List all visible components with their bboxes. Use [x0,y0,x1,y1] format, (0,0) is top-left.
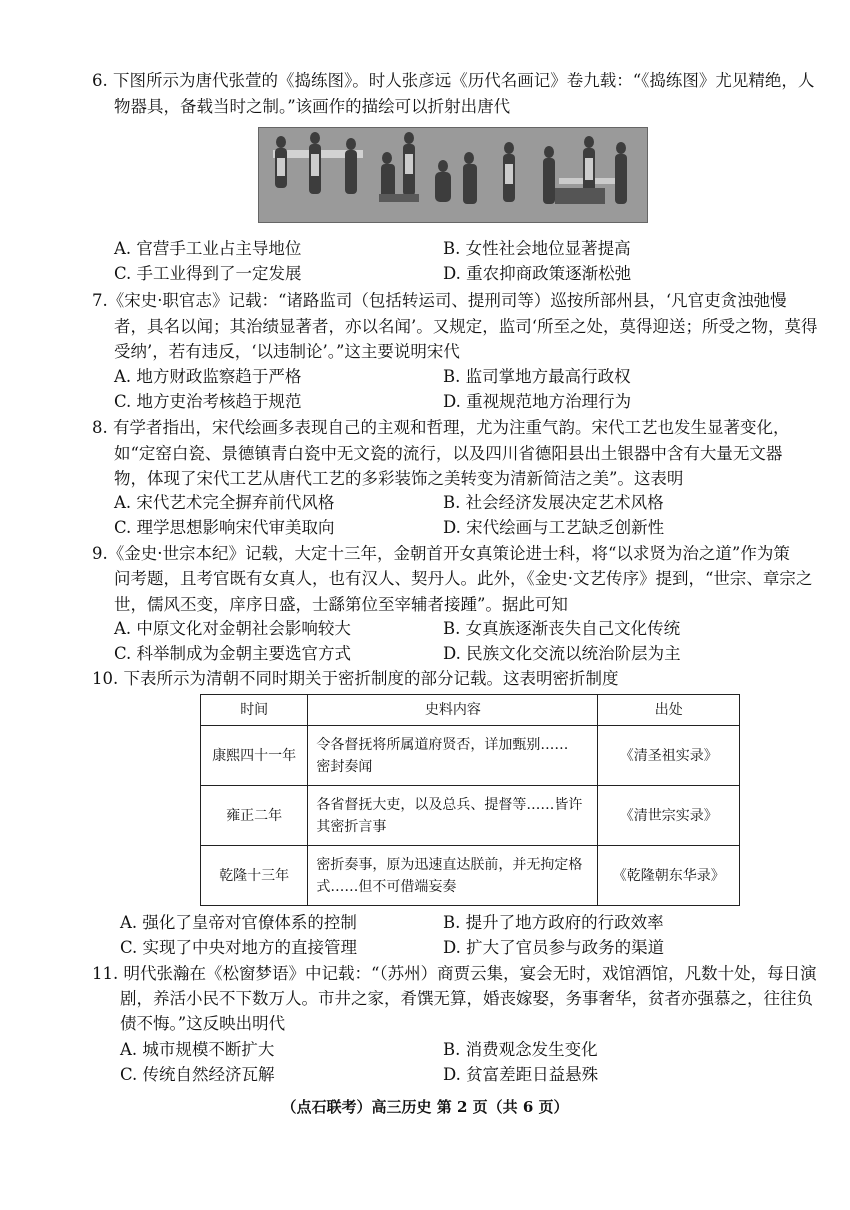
daolian-painting-image [258,127,648,223]
q6-option-a[interactable]: A. 官营手工业占主导地位 [114,239,302,258]
table-cell-content: 各省督抚大吏，以及总兵、提督等……皆许 其密折言事 [308,786,598,846]
q6-option-b[interactable]: B. 女性社会地位显著提高 [443,239,631,258]
q10-option-b[interactable]: B. 提升了地方政府的行政效率 [443,913,664,932]
q8-option-d[interactable]: D. 宋代绘画与工艺缺乏创新性 [443,518,665,537]
secret-memorial-table [200,694,740,906]
table-header-source: 出处 [598,695,740,726]
table-cell-content: 密折奏事，原为迅速直达朕前，并无拘定格 式……但不可借端妄奏 [308,846,598,906]
q11-option-b[interactable]: B. 消费观念发生变化 [443,1040,598,1059]
q9-option-a[interactable]: A. 中原文化对金朝社会影响较大 [114,619,351,638]
q7-stem-line-3: 受纳’，若有违反，‘以违制论’。”这主要说明宋代 [114,342,460,361]
table-row [201,726,740,786]
table-row [201,846,740,906]
q7-option-d[interactable]: D. 重视规范地方治理行为 [443,392,632,411]
q11-stem-line-2: 剧，养活小民不下数万人。市井之家，肴馔无算，婚丧嫁娶，务事奢华，贫者亦强慕之，往往负 [120,989,813,1008]
table-row [201,786,740,846]
q9-option-c[interactable]: C. 科举制成为金朝主要选官方式 [114,644,352,663]
q9-stem-line-2: 问考题，且考官既有女真人，也有汉人、契丹人。此外，《金史·文艺传序》提到，“世宗、章宗之 [114,569,813,588]
painting-figures-icon [259,128,647,222]
q11-option-c[interactable]: C. 传统自然经济瓦解 [120,1065,275,1084]
q11-stem-line-1: 11. 明代张瀚在《松窗梦语》中记载：“（苏州）商贾云集，宴会无时，戏馆酒馆，凡数十处，每日演 [92,964,817,983]
table-header-row [201,695,740,726]
table-cell-source: 《清圣祖实录》 [598,726,740,786]
q10-option-c[interactable]: C. 实现了中央对地方的直接管理 [120,938,358,957]
q9-option-d[interactable]: D. 民族文化交流以统治阶层为主 [443,644,681,663]
table-cell-time: 康熙四十一年 [201,726,308,786]
q8-stem-line-3: 物，体现了宋代工艺从唐代工艺的多彩装饰之美转变为清新简洁之美”。这表明 [114,469,684,488]
q8-option-c[interactable]: C. 理学思想影响宋代审美取向 [114,518,335,537]
q11-option-a[interactable]: A. 城市规模不断扩大 [120,1040,275,1059]
q7-stem-line-1: 7.《宋史·职官志》记载：“诸路监司（包括转运司、提刑司等）巡按所部州县，‘凡官吏贪浊弛慢 [92,291,787,310]
q8-stem-line-1: 8. 有学者指出，宋代绘画多表现自己的主观和哲理，尤为注重气韵。宋代工艺也发生显著变化， [92,418,790,437]
q6-stem-line-2: 物器具，备载当时之制。”该画作的描绘可以折射出唐代 [114,97,511,116]
q6-option-c[interactable]: C. 手工业得到了一定发展 [114,264,302,283]
q6-stem-line-1: 6. 下图所示为唐代张萱的《捣练图》。时人张彦远《历代名画记》卷九载：“《捣练图》尤见精绝，人 [92,71,815,90]
table-cell-source: 《清世宗实录》 [598,786,740,846]
page-footer: （点石联考）高三历史 第 2 页（共 6 页） [281,1098,569,1116]
q7-option-c[interactable]: C. 地方吏治考核趋于规范 [114,392,302,411]
q7-stem-line-2: 者，具名以闻；其治绩显著者，亦以名闻’。又规定，监司‘所至之处，莫得迎送；所受之物，莫得 [114,317,818,336]
q9-option-b[interactable]: B. 女真族逐渐丧失自己文化传统 [443,619,681,638]
q10-option-d[interactable]: D. 扩大了官员参与政务的渠道 [443,938,665,957]
table-header-content: 史料内容 [308,695,598,726]
q10-option-a[interactable]: A. 强化了皇帝对官僚体系的控制 [120,913,357,932]
q11-stem-line-3: 债不悔。”这反映出明代 [120,1014,286,1033]
q8-stem-line-2: 如“定窑白瓷、景德镇青白瓷中无文瓷的流行，以及四川省德阳县出土银器中含有大量无文器 [114,444,783,463]
table-header-time: 时间 [201,695,308,726]
q7-option-a[interactable]: A. 地方财政监察趋于严格 [114,367,302,386]
table-cell-time: 乾隆十三年 [201,846,308,906]
q8-option-b[interactable]: B. 社会经济发展决定艺术风格 [443,493,664,512]
q10-stem-line-1: 10. 下表所示为清朝不同时期关于密折制度的部分记载。这表明密折制度 [92,669,619,688]
table-cell-content: 令各督抚将所属道府贤否，详加甄别…… 密封奏闻 [308,726,598,786]
q8-option-a[interactable]: A. 宋代艺术完全摒弃前代风格 [114,493,335,512]
q6-option-d[interactable]: D. 重农抑商政策逐渐松弛 [443,264,632,283]
table-cell-time: 雍正二年 [201,786,308,846]
q11-option-d[interactable]: D. 贫富差距日益悬殊 [443,1065,599,1084]
q7-option-b[interactable]: B. 监司掌地方最高行政权 [443,367,631,386]
table-cell-source: 《乾隆朝东华录》 [598,846,740,906]
q9-stem-line-1: 9.《金史·世宗本纪》记载，大定十三年，金朝首开女真策论进士科，将“以求贤为治之道”作为策 [92,544,790,563]
q9-stem-line-3: 世，儒风丕变，庠序日盛，士繇第位至宰辅者接踵”。据此可知 [114,595,568,614]
